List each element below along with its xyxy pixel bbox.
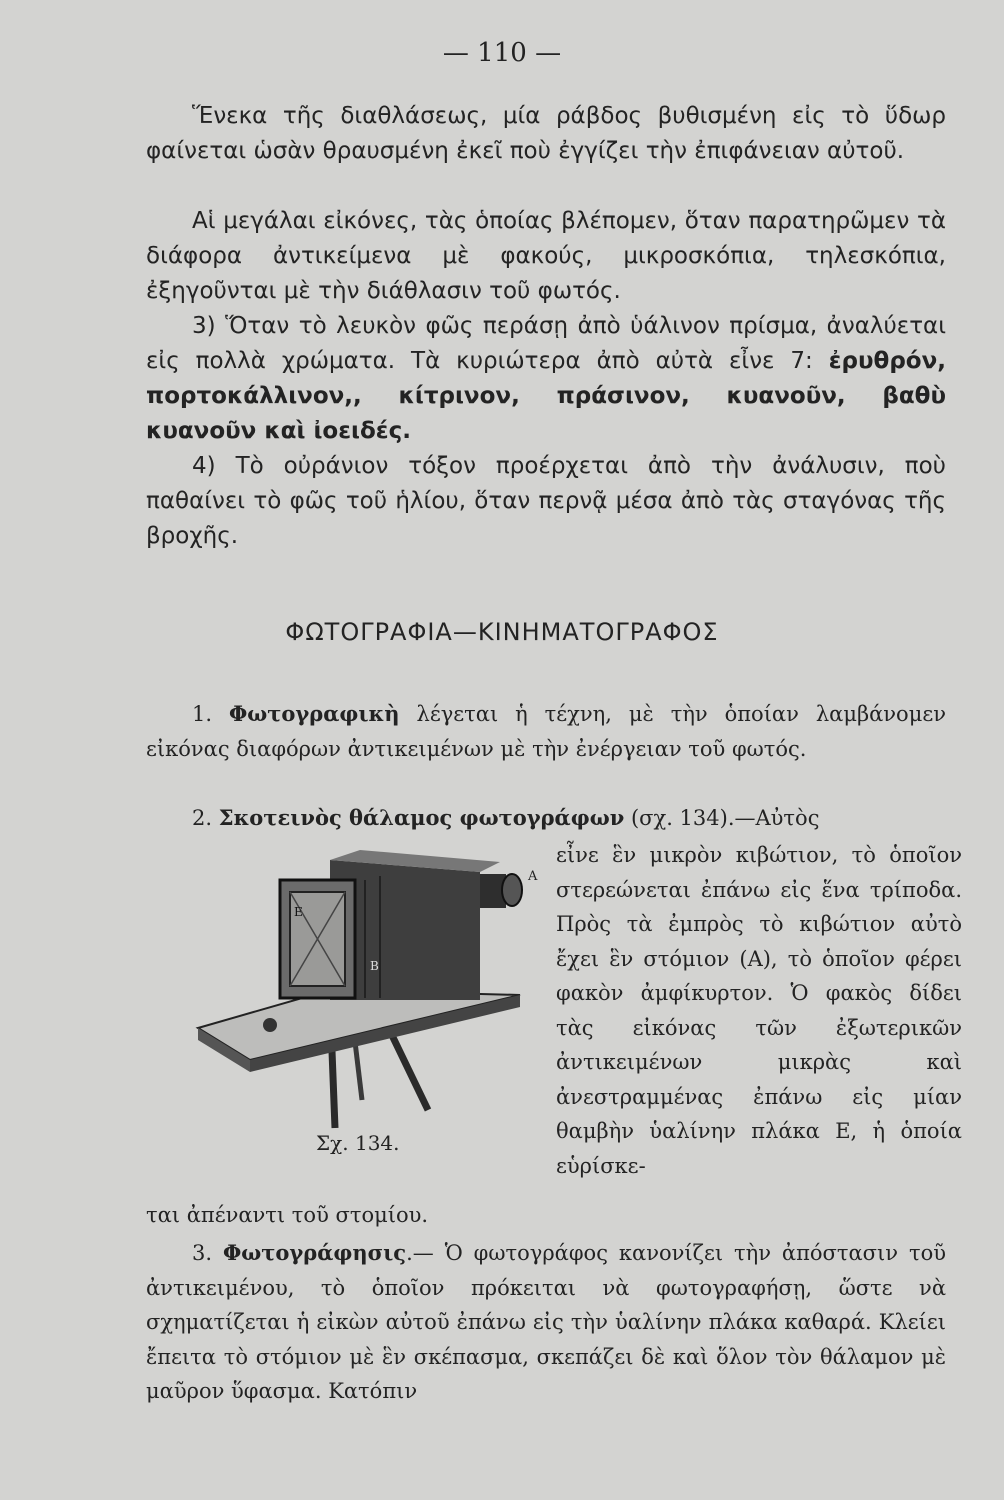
focus-knob-icon [263, 1018, 277, 1032]
camera-figure [180, 850, 560, 1130]
paragraph-rainbow: 4) Τὸ οὐράνιον τόξον προέρχεται ἀπὸ τὴν ἀνάλυσιν, ποὺ παθαίνει τὸ φῶς τοῦ ἡλίου, ὅταν περνᾷ μέσα ἀπὸ τὰς σταγόνας τῆς βροχῆς. [146, 453, 946, 549]
item-2-text: (σχ. 134).—Αὐτὸς [624, 806, 820, 830]
item-3-number: 3. [192, 1241, 223, 1265]
item-2-number: 2. [192, 806, 219, 830]
camera-illustration [180, 850, 560, 1130]
item-3-text: .— Ὁ φωτογράφος κανονίζει τὴν ἀπόστασιν τοῦ ἀντικειμένου, τὸ ὁποῖον πρόκειται νὰ φωτογραφήσῃ, ὥστε νὰ σχηματίζεται ἡ εἰκὼν αὐτοῦ ἐπάνω εἰς τὴν ὑαλίνην πλάκα καθαρά. Κλείει ἔπειτα τὸ στόμιον μὲ ἓν σκέπασμα, σκεπάζει δὲ καὶ ὅλον τὸν θάλαμον μὲ μαῦρον ὕφασμα. Κατόπιν [146, 1241, 946, 1403]
term-camera: Σκοτεινὸς θάλαμος φωτογράφων [218, 805, 625, 830]
label-box: B [370, 959, 379, 973]
section-heading: ΦΩΤΟΓΡΑΦΙΑ—ΚΙΝΗΜΑΤΟΓΡΑΦΟΣ [285, 618, 719, 646]
page-number: — 110 — [442, 38, 562, 68]
item-1-number: 1. [192, 702, 229, 726]
term-photography: Φωτογραφικὴ [228, 701, 400, 726]
lens-icon [502, 874, 522, 906]
paragraph-prism [146, 309, 946, 449]
label-plate: E [294, 905, 303, 919]
camera-baseboard [198, 990, 520, 1060]
camera-description-end: ται ἀπέναντι τοῦ στομίου. [146, 1203, 429, 1227]
label-lens: A [528, 869, 538, 884]
paragraph-refraction: Ἕνεκα τῆς διαθλάσεως, μία ράβδος βυθισμένη εἰς τὸ ὕδωρ φαίνεται ὡσὰν θραυσμένη ἐκεῖ ποὺ ἐγγίζει τὴν ἐπιφάνειαν αὐτοῦ. [146, 103, 946, 164]
item-darkroom-heading [146, 801, 946, 836]
term-photographing: Φωτογράφησις [222, 1240, 407, 1265]
paragraph-lenses: Αἱ μεγάλαι εἰκόνες, τὰς ὁποίας βλέπομεν, ὅταν παρατηρῶμεν τὰ διάφορα ἀντικείμενα μὲ φακούς, μικροσκόπια, τηλεσκόπια, ἐξηγοῦνται μὲ τὴν διάθλασιν τοῦ φωτός. [146, 208, 946, 304]
item-photographing [146, 1236, 946, 1409]
spectrum-colors: ἐρυθρόν, πορτοκάλλινον,, κίτρινον, πράσινον, κυανοῦν, βαθὺ κυανοῦν καὶ ἰοειδές. [146, 348, 946, 444]
item-photography-definition [146, 697, 946, 766]
camera-description-column: εἶνε ἓν μικρὸν κιβώτιον, τὸ ὁποῖον στερεώνεται ἐπάνω εἰς ἕνα τρίποδα. Πρὸς τὰ ἐμπρὸς τὸ κιβώτιον αὐτὸ ἔχει ἓν στόμιον (Α), τὸ ὁποῖον φέρει φακὸν ἀμφίκυρτον. Ὁ φακὸς δίδει τὰς εἰκόνας τῶν ἐξωτερικῶν ἀντικειμένων μικρὰς καὶ ἀνεστραμμένας ἐπάνω εἰς μίαν θαμβὴν ὑαλίνην πλάκα Ε, ἡ ὁποία εὑρίσκε- [556, 843, 962, 1178]
item-1-text: λέγεται ἡ τέχνη, μὲ τὴν ὁποίαν λαμβάνομεν εἰκόνας διαφόρων ἀντικειμένων μὲ τὴν ἐνέργειαν τοῦ φωτός. [146, 702, 946, 761]
figure-caption: Σχ. 134. [316, 1131, 400, 1155]
prism-text: 3) Ὅταν τὸ λευκὸν φῶς περάσῃ ἀπὸ ὑάλινον πρίσμα, ἀναλύεται εἰς πολλὰ χρώματα. Τὰ κυριώτερα ἀπὸ αὐτὰ εἶνε 7: [146, 313, 946, 374]
